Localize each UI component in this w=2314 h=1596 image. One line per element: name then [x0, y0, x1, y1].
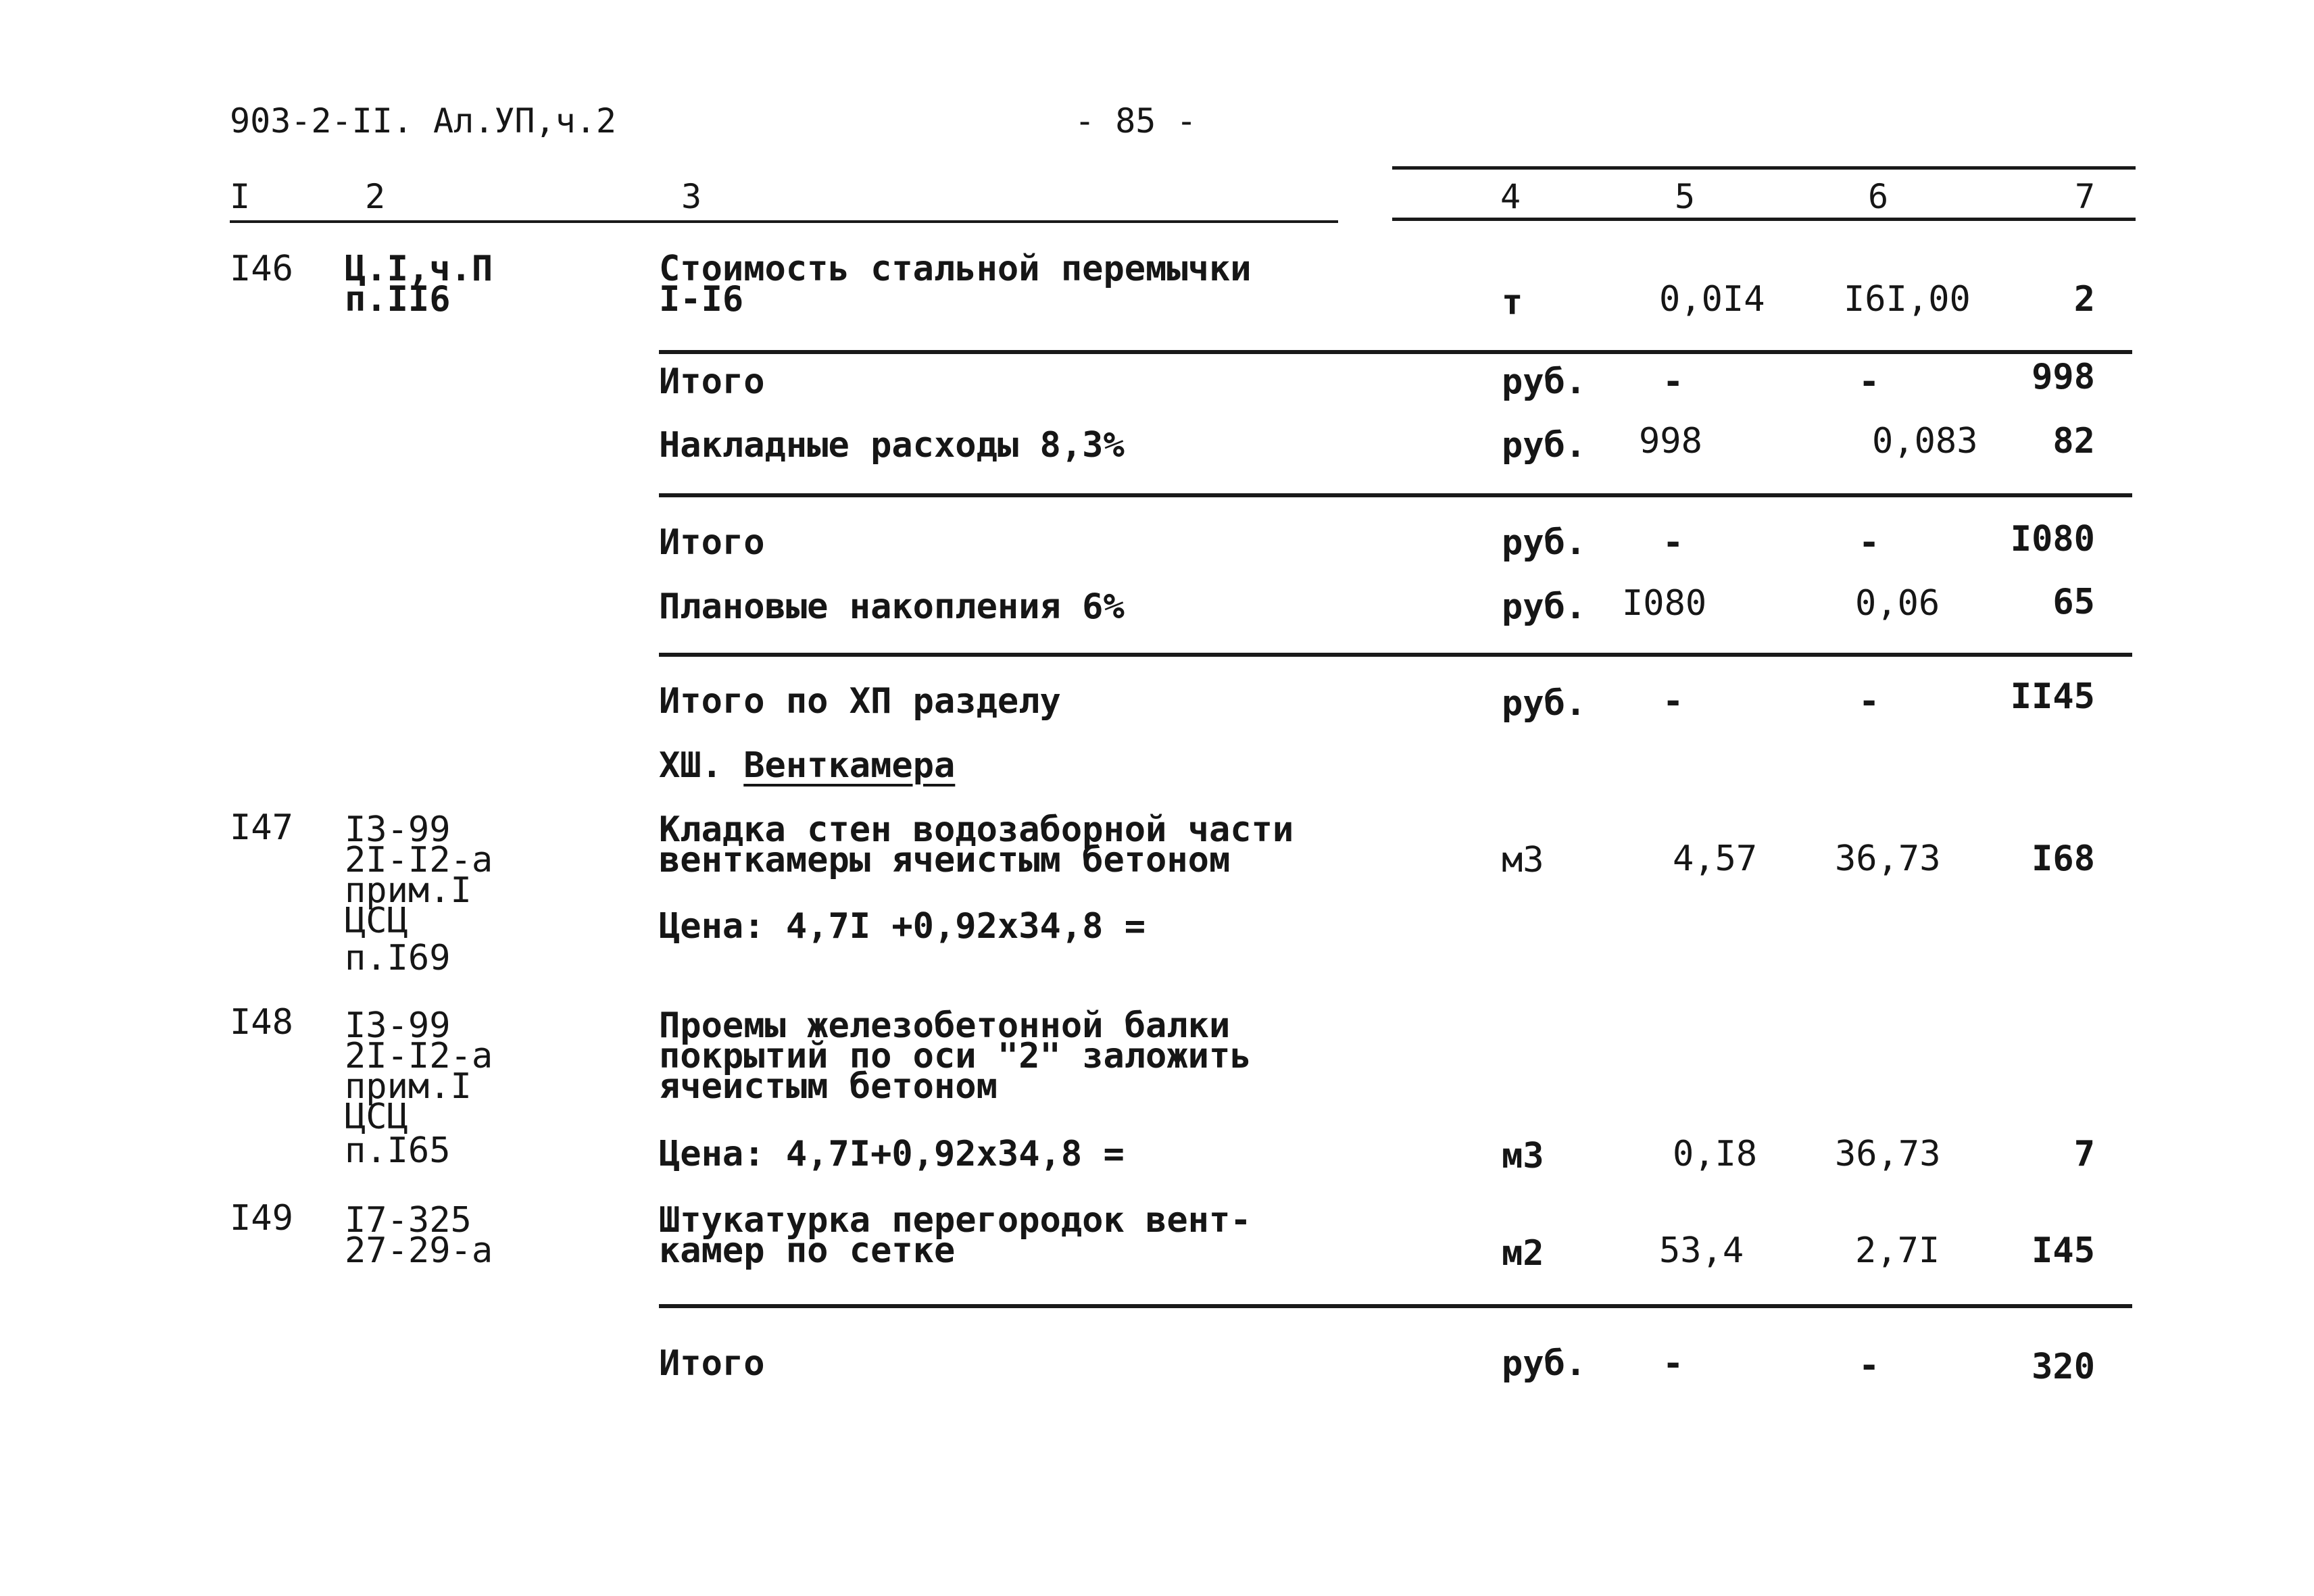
unit-cell: руб. — [1502, 425, 1587, 466]
price-cell: I6I,00 — [1844, 279, 1971, 320]
quantity-cell: 4,57 — [1673, 839, 1758, 879]
quantity-cell: 998 — [1639, 421, 1702, 462]
reference-line: I3-99 — [345, 1005, 451, 1046]
price-cell: 0,083 — [1872, 421, 1978, 462]
description-line: Штукатурка перегородок вент- — [659, 1200, 1252, 1241]
price-formula: Цена: 4,7I+0,92х34,8 = — [659, 1134, 1125, 1174]
reference-line: п.I65 — [345, 1130, 451, 1171]
row-separator — [659, 1304, 2132, 1308]
description-line: Стоимость стальной перемычки — [659, 249, 1252, 289]
quantity-cell: - — [1663, 681, 1684, 722]
row-separator — [659, 493, 2132, 497]
unit-cell: руб. — [1502, 522, 1587, 563]
section-heading — [659, 745, 956, 786]
column-number-7: 7 — [2075, 177, 2096, 216]
reference-line: прим.I — [345, 870, 472, 911]
summary-label: Накладные расходы 8,3% — [659, 425, 1125, 466]
column-number-5: 5 — [1675, 177, 1696, 216]
total-cell: 2 — [2073, 279, 2095, 320]
reference-line: 2I-I2-а — [345, 1036, 493, 1076]
reference-line: 2I-I2-а — [345, 840, 493, 880]
unit-cell: т — [1502, 282, 1523, 323]
price-cell: 0,06 — [1855, 583, 1940, 624]
summary-label: Итого — [659, 522, 765, 563]
total-cell: 7 — [2073, 1134, 2095, 1174]
description-line: Кладка стен водозаборной части — [659, 809, 1294, 850]
column-number-1: I — [230, 177, 251, 216]
page-number: - 85 - — [1075, 101, 1197, 141]
reference-line: 27-29-а — [345, 1230, 493, 1271]
reference-line: Ц.I,ч.П — [345, 249, 493, 289]
reference-line: ЦСЦ — [345, 901, 408, 941]
total-cell: 998 — [2032, 357, 2095, 397]
total-cell: I080 — [2010, 519, 2095, 559]
price-cell: 36,73 — [1835, 1134, 1941, 1174]
row-number: I49 — [230, 1198, 293, 1239]
summary-label: Итого — [659, 361, 765, 402]
price-cell: - — [1858, 1345, 1880, 1386]
row-separator — [659, 350, 2132, 354]
unit-cell: руб. — [1502, 1343, 1587, 1384]
row-number: I46 — [230, 249, 293, 289]
price-formula: Цена: 4,7I +0,92х34,8 = — [659, 906, 1146, 947]
document-code: 903-2-II. Ал.УП,ч.2 — [230, 101, 616, 141]
total-cell: 82 — [2052, 421, 2095, 462]
summary-label: Плановые накопления 6% — [659, 587, 1125, 627]
row-number: I48 — [230, 1002, 293, 1043]
unit-cell: м3 — [1502, 1136, 1544, 1176]
quantity-cell: 0,I8 — [1673, 1134, 1758, 1174]
reference-line: п.II6 — [345, 279, 451, 320]
description-line: венткамеры ячеистым бетоном — [659, 840, 1231, 880]
description-line: ячеистым бетоном — [659, 1066, 998, 1107]
header-top-rule — [1392, 166, 2136, 170]
column-number-4: 4 — [1500, 177, 1521, 216]
total-cell: 320 — [2032, 1347, 2095, 1387]
row-separator — [659, 653, 2132, 657]
unit-cell: м2 — [1502, 1233, 1544, 1274]
total-cell: 65 — [2052, 582, 2095, 622]
quantity-cell: - — [1663, 1343, 1684, 1384]
summary-label: Итого по XП разделу — [659, 681, 1061, 722]
unit-cell: руб. — [1502, 587, 1587, 627]
total-cell: I68 — [2032, 839, 2095, 879]
reference-line: прим.I — [345, 1066, 472, 1107]
total-cell: II45 — [2010, 676, 2095, 717]
description-line: I-I6 — [659, 279, 744, 320]
description-line: камер по сетке — [659, 1230, 956, 1271]
unit-cell: руб. — [1502, 361, 1587, 402]
price-cell: 36,73 — [1835, 839, 1941, 879]
quantity-cell: - — [1663, 522, 1684, 563]
unit-cell: м3 — [1502, 840, 1544, 880]
quantity-cell: 0,0I4 — [1659, 279, 1765, 320]
header-bottom-rule-right — [1392, 218, 2136, 221]
column-number-3: 3 — [681, 177, 702, 216]
price-cell: 2,7I — [1855, 1230, 1940, 1271]
reference-line: I3-99 — [345, 809, 451, 850]
reference-line: п.I69 — [345, 938, 451, 978]
price-cell: - — [1858, 522, 1880, 563]
total-cell: I45 — [2032, 1230, 2095, 1271]
reference-line: ЦСЦ — [345, 1097, 408, 1137]
description-line: покрытий по оси "2" заложить — [659, 1036, 1252, 1076]
quantity-cell: I080 — [1622, 583, 1707, 624]
quantity-cell: 53,4 — [1659, 1230, 1744, 1271]
row-number: I47 — [230, 807, 293, 848]
section-number: XШ. — [659, 745, 722, 786]
column-number-6: 6 — [1868, 177, 1889, 216]
section-title: Венткамера — [743, 745, 956, 786]
description-line: Проемы железобетонной балки — [659, 1005, 1231, 1046]
column-number-2: 2 — [365, 177, 386, 216]
reference-line: I7-325 — [345, 1200, 472, 1241]
quantity-cell: - — [1663, 361, 1684, 402]
header-bottom-rule-left — [230, 220, 1338, 223]
price-cell: - — [1858, 681, 1880, 722]
unit-cell: руб. — [1502, 683, 1587, 724]
summary-label: Итого — [659, 1343, 765, 1384]
price-cell: - — [1858, 361, 1880, 402]
